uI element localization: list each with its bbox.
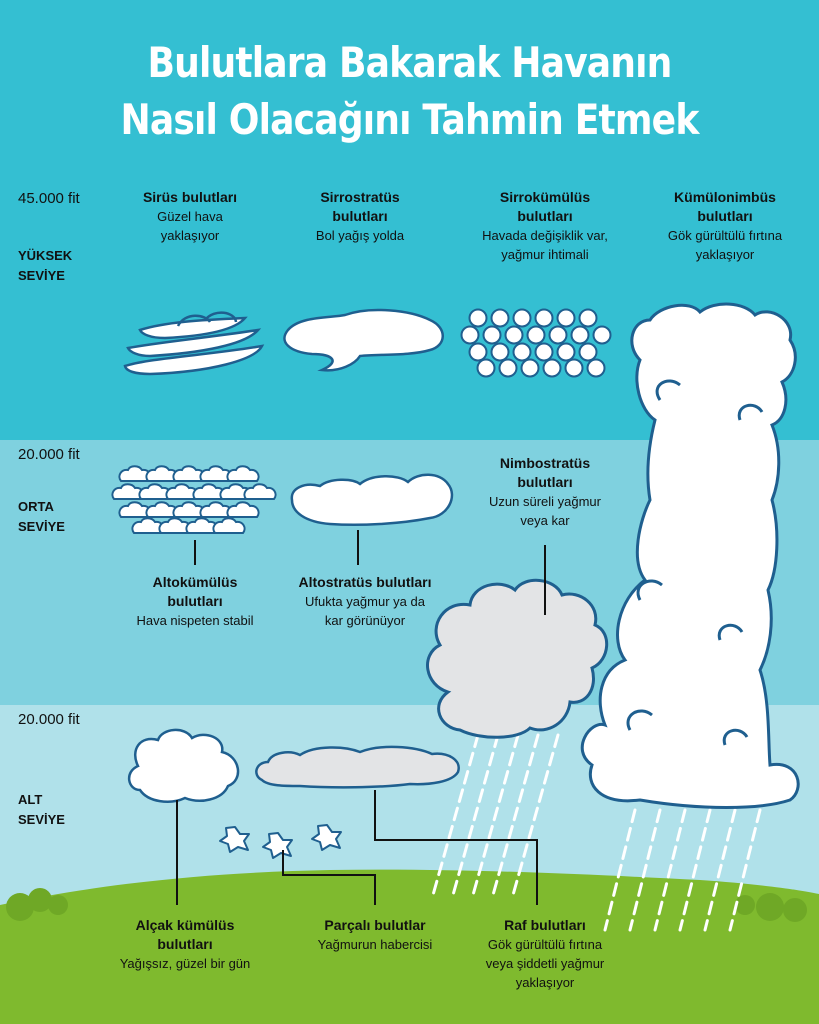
label-nimbostratus <box>470 454 620 530</box>
level-low <box>18 790 108 830</box>
shelf-desc-2: veya şiddetli yağmur <box>485 956 605 971</box>
level-high-line2: SEVİYE <box>18 268 65 283</box>
shelf-desc-3: yaklaşıyor <box>515 975 575 990</box>
cirrocumulus-desc-2: yağmur ihtimali <box>501 247 589 262</box>
low-cumulus-cloud <box>129 730 238 802</box>
altostratus-name: Altostratüs bulutları <box>298 574 432 590</box>
page-title-line2: Nasıl Olacağını Tahmin Etmek <box>120 95 699 144</box>
level-high <box>18 246 108 286</box>
label-cirrus <box>110 188 270 245</box>
cumulonimbus-name-2: bulutları <box>697 208 753 224</box>
shelf-cloud <box>256 747 458 787</box>
cumulonimbus-desc-1: Gök gürültülü fırtına <box>667 228 783 243</box>
altocumulus-name-2: bulutları <box>167 593 223 609</box>
label-cumulonimbus <box>640 188 810 264</box>
fractus-desc: Yağmurun habercisi <box>317 937 433 952</box>
nimbostratus-name-1: Nimbostratüs <box>499 455 591 471</box>
cirrus-desc-1: Güzel hava <box>157 209 223 224</box>
cirrostratus-desc: Bol yağış yolda <box>315 228 405 243</box>
label-shelf <box>465 916 625 992</box>
altostratus-cloud <box>292 475 452 525</box>
altostratus-desc-2: kar görünüyor <box>324 613 406 628</box>
low-cumulus-name-2: bulutları <box>157 936 213 952</box>
altostratus-desc-1: Ufukta yağmur ya da <box>305 594 425 609</box>
altitude-high: 45.000 fit <box>18 190 80 207</box>
cirrus-desc-2: yaklaşıyor <box>160 228 220 243</box>
altitude-mid: 20.000 fit <box>18 446 80 463</box>
label-low-cumulus <box>100 916 270 973</box>
altocumulus-name-1: Altokümülüs <box>152 574 238 590</box>
label-altostratus <box>275 573 455 630</box>
level-low-line1: ALT <box>18 792 43 807</box>
low-cumulus-name-1: Alçak kümülüs <box>135 917 235 933</box>
level-mid <box>18 497 108 537</box>
shelf-name: Raf bulutları <box>504 917 586 933</box>
nimbostratus-desc-1: Uzun süreli yağmur <box>489 494 601 509</box>
cumulonimbus-name-1: Kümülonimbüs <box>674 189 776 205</box>
cirrostratus-name-1: Sirrostratüs <box>320 189 400 205</box>
fractus-cloud <box>220 825 341 858</box>
cirrus-cloud <box>125 313 262 374</box>
label-cirrocumulus <box>460 188 630 264</box>
altitude-low: 20.000 fit <box>18 711 80 728</box>
cirrus-name: Sirüs bulutları <box>142 189 238 205</box>
cumulonimbus-cloud <box>582 304 798 807</box>
cirrocumulus-name-1: Sirrokümülüs <box>499 189 591 205</box>
low-cumulus-desc: Yağışsız, güzel bir gün <box>119 956 251 971</box>
altocumulus-desc: Hava nispeten stabil <box>136 613 254 628</box>
level-mid-line1: ORTA <box>18 499 54 514</box>
page-title-line1: Bulutlara Bakarak Havanın <box>147 38 672 87</box>
label-cirrostratus <box>280 188 440 245</box>
altocumulus-cloud <box>112 466 275 533</box>
nimbostratus-desc-2: veya kar <box>520 513 570 528</box>
cirrocumulus-name-2: bulutları <box>517 208 573 224</box>
cirrocumulus-cloud <box>462 310 611 377</box>
level-high-line1: YÜKSEK <box>18 248 73 263</box>
cirrocumulus-desc-1: Havada değişiklik var, <box>482 228 608 243</box>
cirrostratus-name-2: bulutları <box>332 208 388 224</box>
nimbostratus-name-2: bulutları <box>517 474 573 490</box>
shelf-desc-1: Gök gürültülü fırtına <box>487 937 603 952</box>
cirrostratus-cloud <box>284 310 442 370</box>
label-altocumulus <box>115 573 275 630</box>
label-fractus <box>295 916 455 954</box>
cumulonimbus-desc-2: yaklaşıyor <box>695 247 755 262</box>
level-mid-line2: SEVİYE <box>18 519 65 534</box>
level-low-line2: SEVİYE <box>18 812 65 827</box>
fractus-name: Parçalı bulutlar <box>324 917 426 933</box>
